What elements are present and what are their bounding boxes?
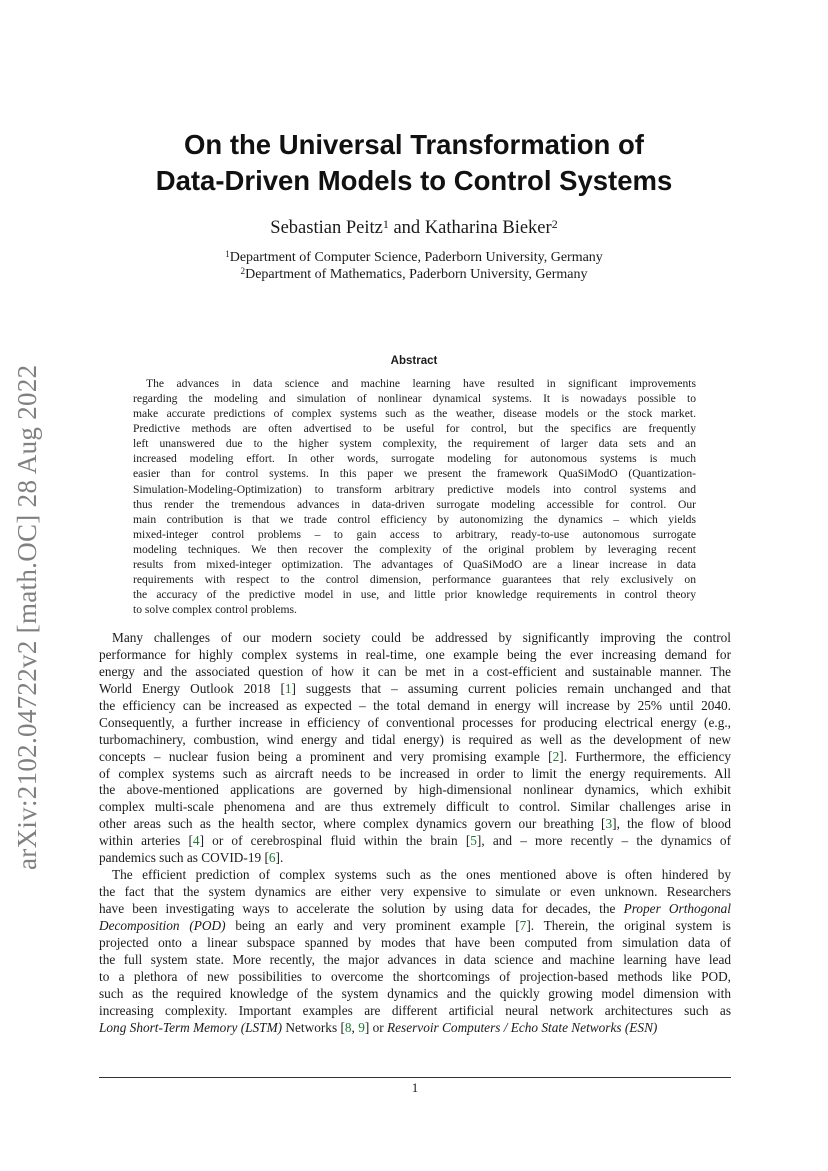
body-line: energy and the associated question of how it can be met in a cost-efficient and sustainable manner. The xyxy=(99,663,731,679)
citation-link[interactable]: 4 xyxy=(192,833,200,849)
title-line-1: On the Universal Transformation of xyxy=(184,129,644,160)
body-line: pandemics such as COVID-19 [6]. xyxy=(99,850,284,866)
body-line: Consequently, a further increase in efficiency of conventional processes for producing electrical energy (e.g., xyxy=(99,714,731,730)
body-line: such as the required knowledge of the system dynamics and the quickly growing model dimension with xyxy=(99,985,731,1001)
abstract-line: regarding the modeling and simulation of nonlinear dynamical systems. It is nowadays possible to xyxy=(133,392,696,406)
body-line: increasing complexity. Important examples are different artificial neural network architectures such as xyxy=(99,1002,731,1018)
abstract-line: mixed-integer control problems – to gain access to arbitrary, ready-to-use autonomous surrogate xyxy=(133,527,696,541)
body-line: have been investigating ways to accelerate the solution by using data for decades, the Proper Orthogonal xyxy=(99,901,731,916)
emphasized-term: Decomposition (POD) xyxy=(99,917,226,933)
affiliation-marker: 2 xyxy=(240,265,246,276)
abstract-line: increased modeling effort. In other words, surrogate modeling for autonomous systems is much xyxy=(133,452,696,466)
body-line: turbomachinery, combustion, wind energy and tidal energy) is required as well as the development of new xyxy=(99,731,731,747)
body-line: Long Short-Term Memory (LSTM) Networks [8, 9] or Reservoir Computers / Echo State Networks (ESN) xyxy=(99,1019,658,1035)
author-name: Sebastian Peitz xyxy=(270,218,383,238)
footer-rule xyxy=(99,1077,731,1078)
author-conjunction: and xyxy=(388,218,425,238)
body-line: to a plethora of new possibilities to overcome the shortcomings of projection-based methods like POD, xyxy=(99,968,731,984)
author-list xyxy=(98,216,730,240)
citation-link[interactable]: 3 xyxy=(605,816,613,832)
body-line: concepts – nuclear fusion being a prominent and very promising example [2]. Furthermore, the efficiency xyxy=(99,748,731,764)
body-line: The efficient prediction of complex systems such as the ones mentioned above is often hindered by xyxy=(112,867,731,883)
abstract-line: results from mixed-integer optimization. The advantages of QuaSiModO are a linear increase in data xyxy=(133,557,696,571)
affiliation-line xyxy=(98,266,730,283)
citation-link[interactable]: 6 xyxy=(268,850,276,866)
body-line: Decomposition (POD) being an early and very prominent example [7]. Therein, the original system is xyxy=(99,917,731,933)
body-line: complex multi-scale phenomena and are thus extremely difficult to control. Similar challenges arise in xyxy=(99,799,731,815)
abstract-line: the accuracy of the predictive model in use, and little prior knowledge requirements in control theory xyxy=(133,588,696,602)
title-line-2: Data-Driven Models to Control Systems xyxy=(155,165,673,196)
emphasized-term: Long Short-Term Memory (LSTM) xyxy=(99,1019,283,1035)
introduction-text xyxy=(99,630,731,1037)
arxiv-identifier-stamp: arXiv:2102.04722v2 [math.OC] 28 Aug 2022 xyxy=(12,364,42,870)
paper-title xyxy=(98,127,730,199)
citation-link[interactable]: 1 xyxy=(284,680,292,696)
abstract-line: thus render the tremendous advances in data-driven surrogate modeling accessible for control. Our xyxy=(133,497,696,511)
emphasized-term: Proper Orthogonal xyxy=(623,901,731,916)
citation-link[interactable]: 9 xyxy=(358,1019,365,1035)
affiliation-text: Department of Computer Science, Paderborn University, Germany xyxy=(229,250,603,265)
abstract-line: The advances in data science and machine learning have resulted in significant improvements xyxy=(146,377,696,390)
abstract-line: Simulation-Modeling-Optimization) to transform arbitrary predictive models into control systems and xyxy=(133,482,696,496)
affiliation-line xyxy=(98,249,730,266)
affiliation-marker: 2 xyxy=(551,216,558,231)
author-name: Katharina Bieker xyxy=(424,218,552,238)
emphasized-term: Reservoir Computers / Echo State Networks (ESN) xyxy=(387,1019,658,1035)
citation-link[interactable]: 8 xyxy=(344,1019,352,1035)
abstract-line: modeling techniques. We then recover the complexity of the original problem by leveraging recent xyxy=(133,542,696,556)
body-line: the fact that the system dynamics are either very expensive to simulate or even unknown. Researchers xyxy=(99,884,731,900)
abstract-heading: Abstract xyxy=(390,355,438,367)
body-line: World Energy Outlook 2018 [1] suggests that – assuming current policies remain unchanged and that xyxy=(99,680,731,696)
citation-link[interactable]: 2 xyxy=(552,748,560,764)
body-line: within arteries [4] or of cerebrospinal fluid within the brain [5], and – more recently – the dynamics of xyxy=(99,833,731,849)
abstract-line: main contribution is that we trade control efficiency by autonomizing the dynamics – which yields xyxy=(133,512,696,526)
citation-link[interactable]: 5 xyxy=(470,833,477,849)
body-line: the efficiency can be increased as expected – the total demand in energy will increase by 25% until 2040. xyxy=(99,697,731,713)
abstract-line: to solve complex control problems. xyxy=(133,603,297,617)
abstract-line: easier than for control systems. In this paper we present the framework QuaSiModO (Quantization- xyxy=(133,467,696,481)
affiliation-marker: 1 xyxy=(225,248,230,259)
abstract-line: left unanswered due to the higher system complexity, the requirement of larger data sets and an xyxy=(133,437,696,451)
affiliation-marker: 1 xyxy=(382,216,389,231)
abstract-line: make accurate predictions of complex systems such as the weather, disease models or the stock market. xyxy=(133,407,696,421)
abstract-line: Predictive methods are often advertised to be useful for control, but the specifics are frequently xyxy=(133,422,696,436)
affiliations xyxy=(98,249,730,283)
body-line: the above-mentioned applications are governed by high-dimensional nonlinear dynamics, which exhibit xyxy=(99,782,731,798)
body-line: the full system state. More recently, the major advances in data science and machine learning have lead xyxy=(99,951,731,967)
body-line: performance for highly complex systems in real-time, one example being the ever increasing demand for xyxy=(99,646,731,662)
body-line: other areas such as the health sector, where complex dynamics govern our breathing [3], the flow of blood xyxy=(99,816,731,832)
body-line: Many challenges of our modern society could be addressed by significantly improving the control xyxy=(112,630,731,645)
affiliation-text: Department of Mathematics, Paderborn University, Germany xyxy=(245,267,588,282)
body-line: of complex systems such as aircraft needs to be increased in order to limit the energy requirements. All xyxy=(99,765,731,781)
abstract-line: requirements with respect to the control dimension, performance guarantees that rely exclusively on xyxy=(133,573,696,587)
abstract-body xyxy=(133,376,696,617)
page-number: 1 xyxy=(411,1080,419,1095)
citation-link[interactable]: 7 xyxy=(519,917,527,933)
body-line: projected onto a linear subspace spanned by modes that have been computed from simulation data of xyxy=(99,934,731,950)
